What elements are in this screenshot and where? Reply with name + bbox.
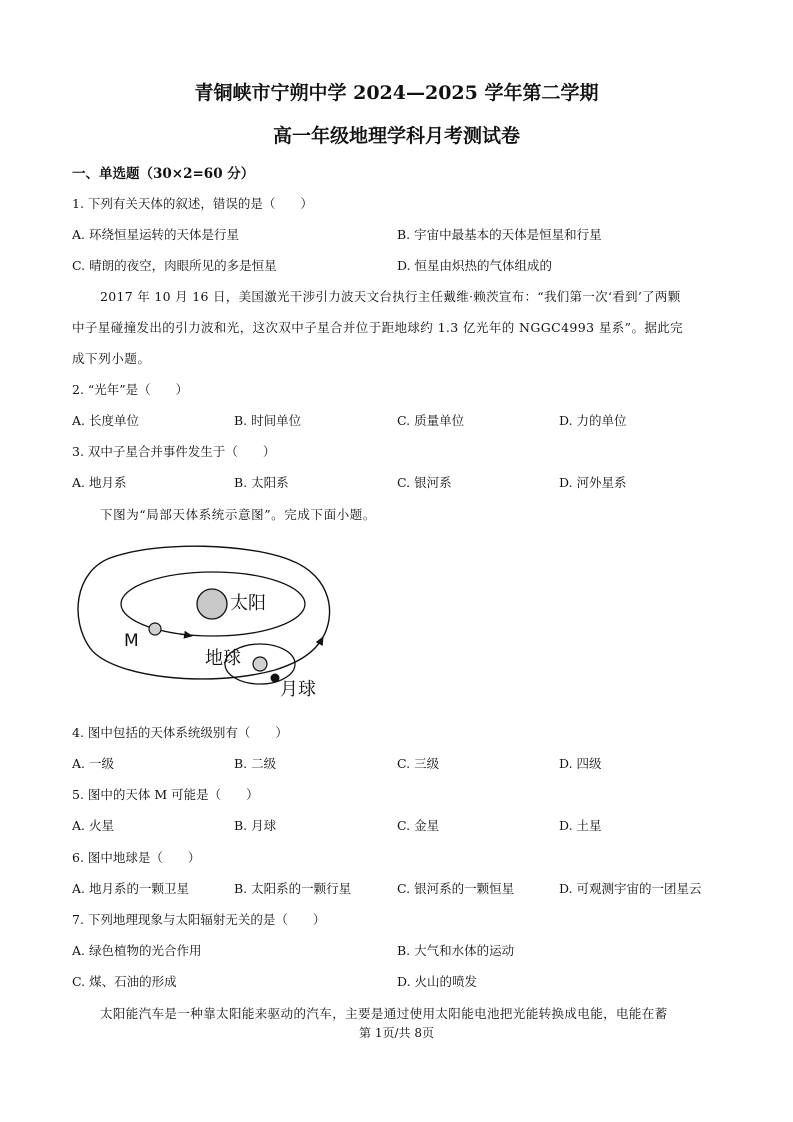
question-5-option-b: B. 月球: [234, 818, 277, 833]
question-2-option-c: C. 质量单位: [397, 413, 465, 428]
question-2-option-b: B. 时间单位: [234, 413, 302, 428]
question-3-option-a: A. 地月系: [72, 475, 127, 490]
question-6-option-b: B. 太阳系的一颗行星: [234, 881, 352, 896]
question-7-option-a: A. 绿色植物的光合作用: [72, 943, 202, 958]
exam-title-line2: 高一年级地理学科月考测试卷: [272, 125, 520, 147]
question-6-option-d: D. 可观测宇宙的一团星云: [559, 881, 702, 896]
section-heading: 一、单选题（30×2=60 分）: [72, 166, 255, 182]
question-4-option-c: C. 三级: [397, 756, 440, 771]
question-7-option-c: C. 煤、石油的形成: [72, 974, 177, 989]
question-1-option-c: C. 晴朗的夜空，肉眼所见的多是恒星: [72, 258, 277, 273]
question-5-option-d: D. 土星: [559, 818, 602, 833]
earth-label: 地球: [205, 648, 241, 669]
question-7-option-d: D. 火山的喷发: [397, 974, 478, 989]
passage-2: 下图为“局部天体系统示意图”。完成下面小题。: [100, 507, 376, 522]
question-7-stem: 7. 下列地理现象与太阳辐射无关的是（ ）: [72, 912, 326, 927]
question-1-option-d: D. 恒星由炽热的气体组成的: [397, 258, 553, 273]
moon-icon: [271, 674, 280, 683]
question-4-option-a: A. 一级: [72, 756, 114, 771]
question-4-option-b: B. 二级: [234, 756, 277, 771]
exam-title-line1: 青铜峡市宁朔中学 2024—2025 学年第二学期: [194, 82, 599, 104]
moon-label: 月球: [280, 679, 316, 700]
question-4-stem: 4. 图中包括的天体系统级别有（ ）: [72, 725, 288, 740]
question-2-option-d: D. 力的单位: [559, 413, 627, 428]
question-5-stem: 5. 图中的天体 M 可能是（ ）: [72, 787, 259, 802]
question-5-option-a: A. 火星: [72, 818, 114, 833]
planet-m-label: M: [124, 631, 139, 651]
question-3-option-c: C. 银河系: [397, 475, 452, 490]
planet-m-icon: [149, 623, 161, 635]
question-5-option-c: C. 金星: [397, 818, 440, 833]
question-6-stem: 6. 图中地球是（ ）: [72, 850, 201, 865]
question-3-option-b: B. 太阳系: [234, 475, 289, 490]
passage-1-line-1: 2017 年 10 月 16 日，美国激光干涉引力波天文台执行主任戴维·赖茨宣布：“我们第一次‘看到’了两颗: [100, 289, 681, 304]
question-6-option-c: C. 银河系的一颗恒星: [397, 881, 515, 896]
celestial-system-diagram: [60, 538, 350, 708]
sun-icon: [197, 589, 227, 619]
question-3-stem: 3. 双中子星合并事件发生于（ ）: [72, 444, 276, 459]
passage-3: 太阳能汽车是一种靠太阳能来驱动的汽车，主要是通过使用太阳能电池把光能转换成电能，电能在蓄: [100, 1006, 668, 1021]
passage-1-line-3: 成下列小题。: [72, 351, 151, 366]
question-2-option-a: A. 长度单位: [72, 413, 139, 428]
question-3-option-d: D. 河外星系: [559, 475, 627, 490]
question-1-option-a: A. 环绕恒星运转的天体是行星: [72, 227, 239, 242]
question-2-stem: 2. “光年”是（ ）: [72, 382, 189, 397]
passage-1-line-2: 中子星碰撞发出的引力波和光，这次双中子星合并位于距地球约 1.3 亿光年的 NGGC4993 星系”。据此完: [72, 320, 684, 335]
page-number: 第 1页/共 8页: [359, 1026, 434, 1040]
question-7-option-b: B. 大气和水体的运动: [397, 943, 515, 958]
question-6-option-a: A. 地月系的一颗卫星: [72, 881, 189, 896]
question-4-option-d: D. 四级: [559, 756, 602, 771]
question-1-option-b: B. 宇宙中最基本的天体是恒星和行星: [397, 227, 602, 242]
earth-icon: [253, 657, 267, 671]
question-1-stem: 1. 下列有关天体的叙述，错误的是（ ）: [72, 196, 313, 211]
sun-label: 太阳: [230, 593, 266, 614]
